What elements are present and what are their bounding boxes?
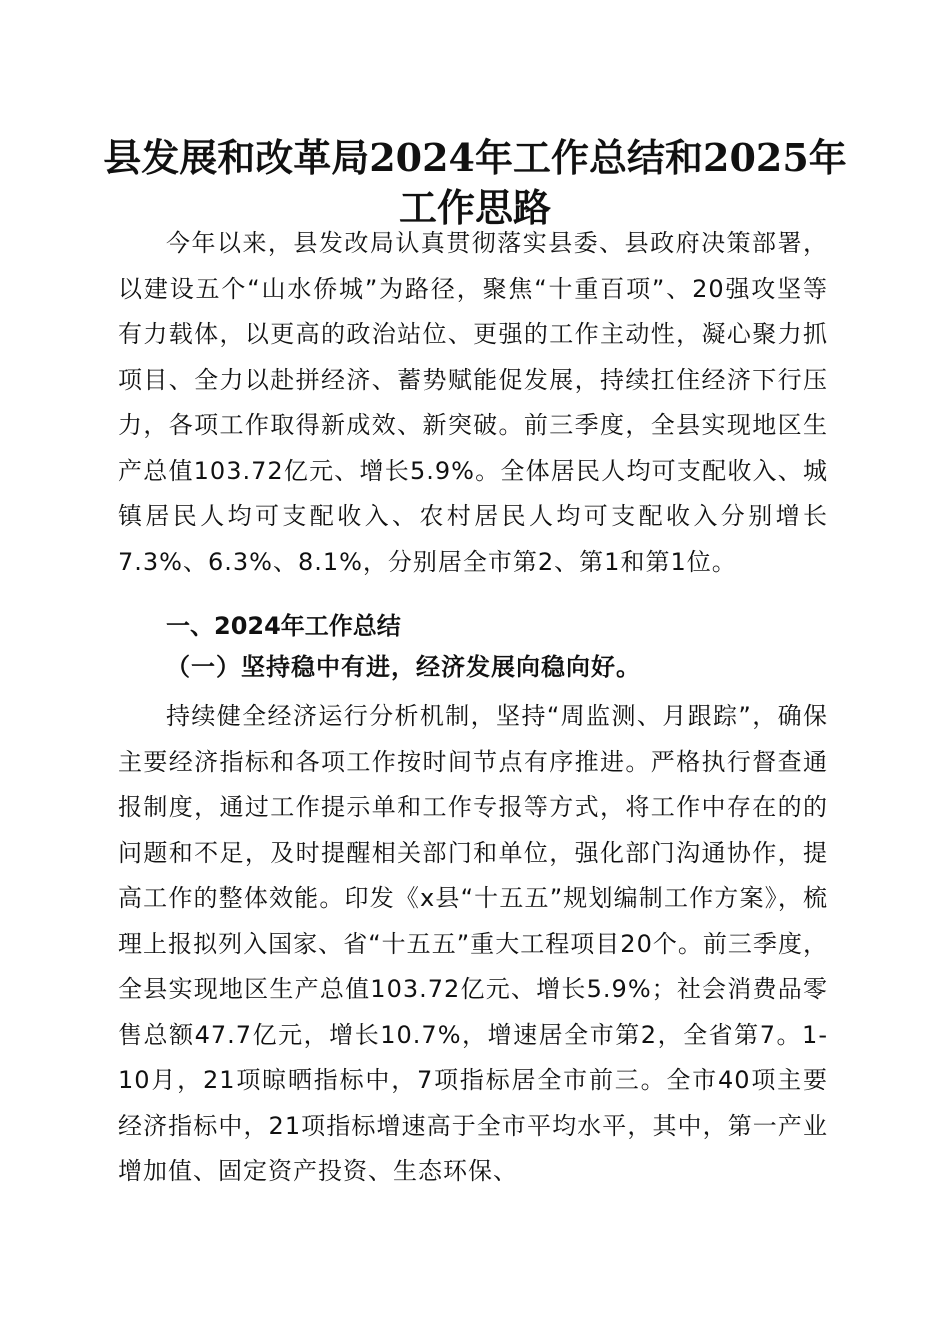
- section-paragraph: 持续健全经济运行分析机制，坚持“周监测、月跟踪”，确保主要经济指标和各项工作按时间节点有序推进。严格执行督查通报制度，通过工作提示单和工作专报等方式，将工作中存在的的问题和不足，及时提醒相关部门和单位，强化部门沟通协作，提高工作的整体效能。印发《x县“十五五”规划编制工作方案》，梳理上报拟列入国家、省“十五五”重大工程项目20个。前三季度，全县实现地区生产总值103.72亿元、增长5.9%；社会消费品零售总额47.7亿元，增长10.7%，增速居全市第2，全省第7。1-10月，21项晾晒指标中，7项指标居全市前三。全市40项主要经济指标中，21项指标增速高于全市平均水平，其中，第一产业增加值、固定资产投资、生态环保、: [118, 702, 828, 1185]
- intro-paragraph: 今年以来，县发改局认真贯彻落实县委、县政府决策部署，以建设五个“山水侨城”为路径，聚焦“十重百项”、20强攻坚等有力载体，以更高的政治站位、更强的工作主动性，凝心聚力抓项目、全力以赴拼经济、蓄势赋能促发展，持续扛住经济下行压力，各项工作取得新成效、新突破。前三季度，全县实现地区生产总值103.72亿元、增长5.9%。全体居民人均可支配收入、城镇居民人均可支配收入、农村居民人均可支配收入分别增长7.3%、6.3%、8.1%，分别居全市第2、第1和第1位。: [118, 229, 828, 576]
- subsection-heading: （一）坚持稳中有进，经济发展向稳向好。: [166, 653, 641, 681]
- document-title: 县发展和改革局2024年工作总结和2025年工作思路: [103, 135, 847, 230]
- section-heading: 一、2024年工作总结: [166, 612, 401, 640]
